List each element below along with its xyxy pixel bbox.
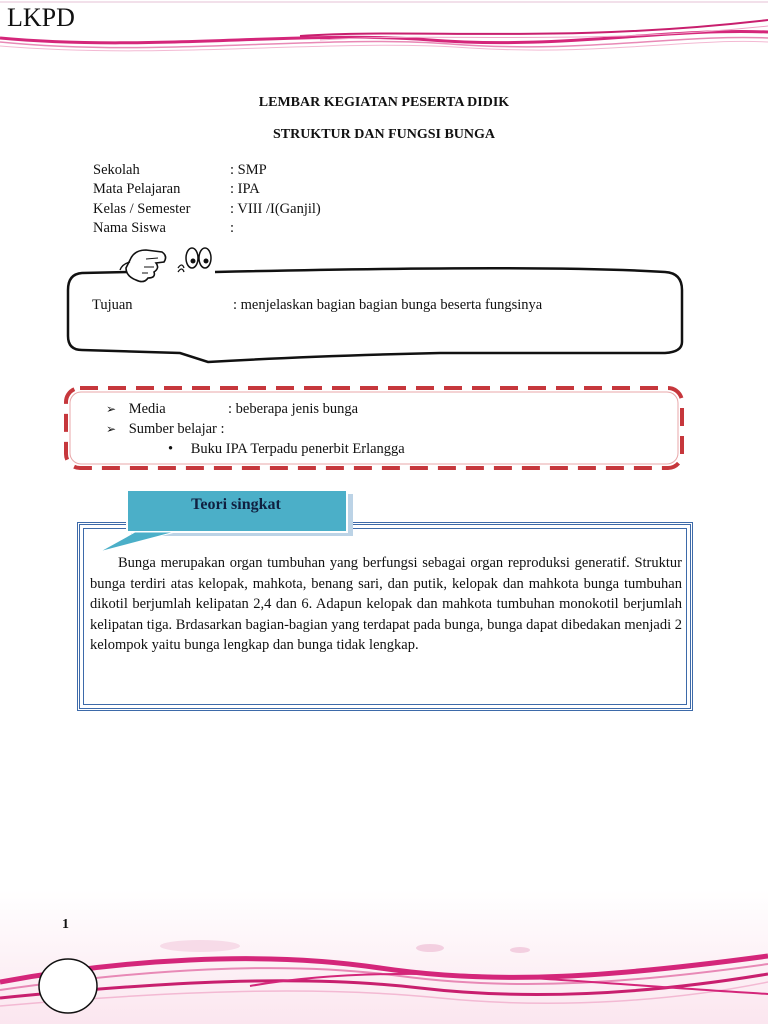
identity-label: Nama Siswa (93, 220, 166, 236)
arrow-bullet-icon: ➢ (106, 402, 117, 416)
source-row (106, 419, 225, 439)
media-row (106, 399, 166, 419)
document-subtitle: STRUKTUR DAN FUNGSI BUNGA (272, 127, 496, 142)
identity-value: : IPA (230, 181, 260, 197)
theory-title: Teori singkat (191, 496, 281, 513)
theory-paragraph: Bunga merupakan organ tumbuhan yang berfungsi sebagai organ reproduksi generatif. Struktur bunga terdiri atas kelopak, mahkota, benang sari, dan putik, kelopak dan mahkota bunga tumbuhan dikotil berjumlah kelipatan 2,4 dan 6. Adapun kelopak dan mahkota tumbuhan monokotil berjumlah kelipatan tiga. Brdasarkan bagian-bagian yang terdapat pada bunga, bunga dapat dibedakan menjadi 2 kelompok yaitu bunga lengkap dan bunga tidak lengkap. (90, 555, 682, 653)
identity-value: : VIII /I(Ganjil) (230, 201, 321, 217)
document-title: LEMBAR KEGIATAN PESERTA DIDIK (258, 95, 510, 110)
source-item-text: Buku IPA Terpadu penerbit Erlangga (190, 441, 405, 457)
identity-label: Kelas / Semester (93, 201, 191, 217)
footer-wave-decoration (0, 890, 768, 1024)
source-label: Sumber belajar : (128, 421, 225, 437)
cartoon-eyes-icon (178, 248, 211, 272)
source-item (168, 439, 405, 459)
page-number: 1 (62, 917, 69, 932)
bullet-dot-icon: • (168, 441, 174, 457)
media-value: : beberapa jenis bunga (228, 401, 359, 417)
media-label: Media (128, 401, 166, 417)
objective-value: : menjelaskan bagian bagian bunga beserta fungsinya (233, 297, 543, 313)
objective-label: Tujuan (92, 297, 133, 313)
identity-label: Sekolah (93, 162, 140, 178)
arrow-bullet-icon: ➢ (106, 422, 117, 436)
page-circle-icon (39, 959, 97, 1013)
identity-value: : (230, 220, 235, 236)
header-title: LKPD (7, 3, 75, 32)
identity-value: : SMP (230, 162, 267, 178)
header-wave-decoration (0, 0, 768, 60)
identity-label: Mata Pelajaran (93, 181, 181, 197)
